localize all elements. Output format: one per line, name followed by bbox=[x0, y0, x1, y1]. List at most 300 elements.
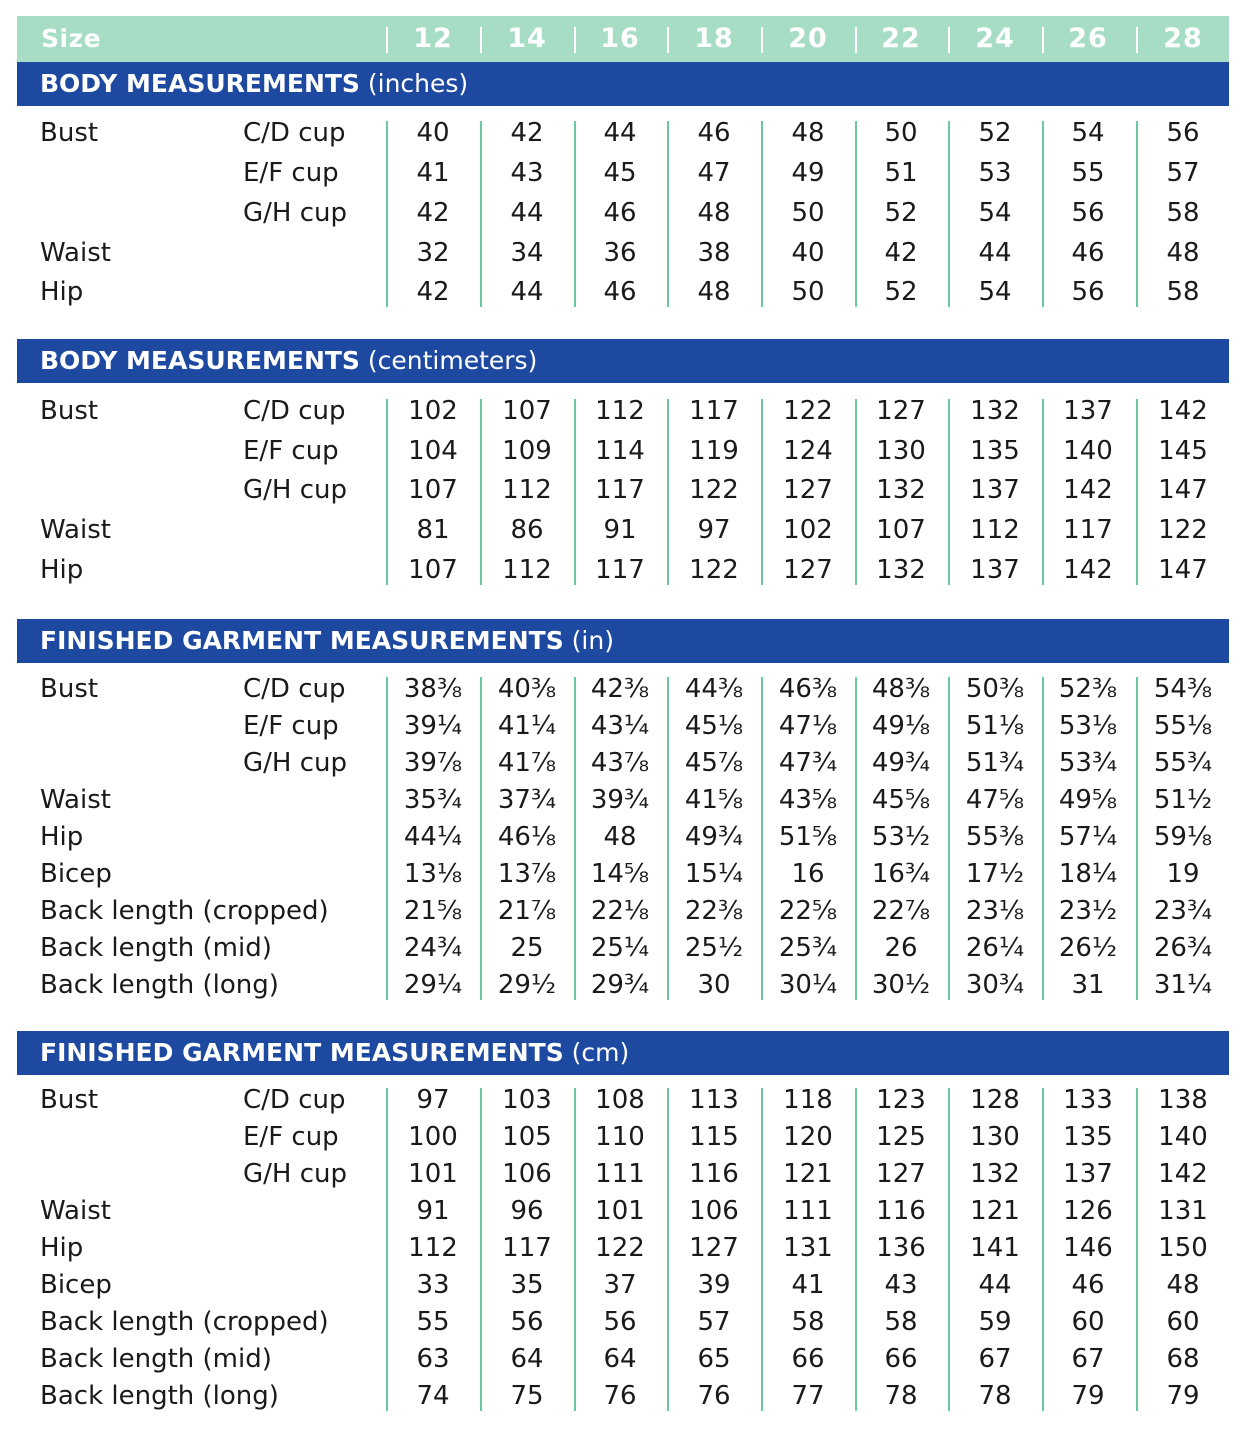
measurement-value: 105 bbox=[502, 1122, 552, 1152]
measurement-value: 50⅜ bbox=[965, 674, 1025, 704]
measurement-value: 21⅞ bbox=[497, 896, 557, 926]
measurement-value: 123 bbox=[876, 1085, 926, 1115]
measurement-value: 46 bbox=[697, 118, 731, 148]
measurement-value: 50 bbox=[791, 277, 825, 307]
measurement-value: 64 bbox=[603, 1344, 637, 1374]
measurement-value: 46 bbox=[603, 277, 637, 307]
measurement-value: 46 bbox=[603, 198, 637, 228]
measurement-value: 54 bbox=[978, 277, 1012, 307]
measurement-value: 39¼ bbox=[403, 711, 463, 741]
measurement-value: 53¾ bbox=[1058, 748, 1118, 778]
measurement-value: 146 bbox=[1063, 1233, 1113, 1263]
measurement-value: 66 bbox=[791, 1344, 825, 1374]
measurement-value: 52 bbox=[884, 198, 918, 228]
measurement-value: 56 bbox=[1166, 118, 1200, 148]
measurement-value: 112 bbox=[408, 1233, 458, 1263]
measurement-value: 51⅛ bbox=[965, 711, 1025, 741]
measurement-value: 131 bbox=[783, 1233, 833, 1263]
measurement-value: 135 bbox=[970, 436, 1020, 466]
measurement-value: 42 bbox=[510, 118, 544, 148]
section-title-main: BODY MEASUREMENTS bbox=[40, 69, 360, 98]
measurement-value: 26½ bbox=[1058, 933, 1118, 963]
section-title-main: BODY MEASUREMENTS bbox=[40, 346, 360, 375]
measurement-value: 14⅝ bbox=[590, 859, 650, 889]
section-title bbox=[40, 69, 468, 98]
measurement-value: 132 bbox=[876, 475, 926, 505]
measurement-value: 55 bbox=[1071, 158, 1105, 188]
measurement-value: 41¼ bbox=[497, 711, 557, 741]
measurement-value: 137 bbox=[970, 555, 1020, 585]
measurement-value: 48 bbox=[697, 277, 731, 307]
measurement-value: 42⅜ bbox=[590, 674, 650, 704]
measurement-value: 35¾ bbox=[403, 785, 463, 815]
measurement-value: 30 bbox=[697, 970, 731, 1000]
measurement-value: 97 bbox=[697, 515, 731, 545]
measurement-value: 58 bbox=[1166, 198, 1200, 228]
measurement-value: 147 bbox=[1158, 475, 1208, 505]
measurement-value: 49¾ bbox=[684, 822, 744, 852]
row-label: Back length (cropped) bbox=[40, 1307, 329, 1337]
measurement-value: 102 bbox=[408, 396, 458, 426]
measurement-value: 116 bbox=[876, 1196, 926, 1226]
section-title bbox=[40, 626, 614, 655]
measurement-value: 41 bbox=[416, 158, 450, 188]
measurement-value: 67 bbox=[978, 1344, 1012, 1374]
measurement-value: 60 bbox=[1166, 1307, 1200, 1337]
row-label: Bust bbox=[40, 118, 99, 148]
row-sublabel: E/F cup bbox=[243, 1122, 339, 1152]
measurement-value: 103 bbox=[502, 1085, 552, 1115]
measurement-value: 68 bbox=[1166, 1344, 1200, 1374]
measurement-value: 55⅛ bbox=[1153, 711, 1213, 741]
measurement-value: 22⅜ bbox=[684, 896, 744, 926]
measurement-value: 56 bbox=[1071, 198, 1105, 228]
measurement-value: 101 bbox=[595, 1196, 645, 1226]
measurement-value: 25¾ bbox=[778, 933, 838, 963]
measurement-value: 37¾ bbox=[497, 785, 557, 815]
measurement-value: 121 bbox=[970, 1196, 1020, 1226]
measurement-value: 64 bbox=[510, 1344, 544, 1374]
measurement-value: 124 bbox=[783, 436, 833, 466]
section-title bbox=[40, 1038, 629, 1067]
measurement-value: 48 bbox=[1166, 238, 1200, 268]
measurement-value: 45⅛ bbox=[684, 711, 744, 741]
measurement-value: 24¾ bbox=[403, 933, 463, 963]
measurement-value: 31¼ bbox=[1153, 970, 1213, 1000]
measurement-value: 127 bbox=[689, 1233, 739, 1263]
measurement-value: 48 bbox=[791, 118, 825, 148]
measurement-value: 41 bbox=[791, 1270, 825, 1300]
measurement-value: 51¾ bbox=[965, 748, 1025, 778]
measurement-value: 39 bbox=[697, 1270, 731, 1300]
size-22-header: 22 bbox=[881, 23, 921, 54]
row-sublabel: G/H cup bbox=[243, 475, 347, 505]
row-label: Waist bbox=[40, 1196, 111, 1226]
measurement-value: 43⅝ bbox=[778, 785, 838, 815]
measurement-value: 59 bbox=[978, 1307, 1012, 1337]
measurement-value: 13⅞ bbox=[497, 859, 557, 889]
measurement-value: 49⅛ bbox=[871, 711, 931, 741]
measurement-value: 39⅞ bbox=[403, 748, 463, 778]
measurement-value: 31 bbox=[1071, 970, 1105, 1000]
measurement-value: 79 bbox=[1071, 1381, 1105, 1411]
measurement-value: 48 bbox=[1166, 1270, 1200, 1300]
row-sublabel: C/D cup bbox=[243, 1085, 346, 1115]
measurement-value: 25½ bbox=[684, 933, 744, 963]
measurement-value: 112 bbox=[502, 475, 552, 505]
measurement-value: 22⅝ bbox=[778, 896, 838, 926]
row-sublabel: G/H cup bbox=[243, 748, 347, 778]
measurement-value: 118 bbox=[783, 1085, 833, 1115]
measurement-value: 122 bbox=[783, 396, 833, 426]
measurement-value: 109 bbox=[502, 436, 552, 466]
row-sublabel: E/F cup bbox=[243, 711, 339, 741]
measurement-value: 23¾ bbox=[1153, 896, 1213, 926]
measurement-value: 44 bbox=[510, 277, 544, 307]
measurement-value: 51⅝ bbox=[778, 822, 838, 852]
measurement-value: 52⅜ bbox=[1058, 674, 1118, 704]
measurement-value: 137 bbox=[970, 475, 1020, 505]
row-sublabel: G/H cup bbox=[243, 1159, 347, 1189]
measurement-value: 58 bbox=[791, 1307, 825, 1337]
measurement-value: 114 bbox=[595, 436, 645, 466]
measurement-value: 138 bbox=[1158, 1085, 1208, 1115]
measurement-value: 46 bbox=[1071, 238, 1105, 268]
measurement-value: 30¼ bbox=[778, 970, 838, 1000]
measurement-value: 26 bbox=[884, 933, 918, 963]
measurement-value: 142 bbox=[1063, 475, 1113, 505]
measurement-value: 97 bbox=[416, 1085, 450, 1115]
section-title-unit: (centimeters) bbox=[367, 346, 538, 375]
section-title-main: FINISHED GARMENT MEASUREMENTS bbox=[40, 626, 564, 655]
measurement-value: 48 bbox=[603, 822, 637, 852]
measurement-value: 38⅜ bbox=[403, 674, 463, 704]
measurement-value: 32 bbox=[416, 238, 450, 268]
measurement-value: 56 bbox=[1071, 277, 1105, 307]
size-24-header: 24 bbox=[975, 23, 1015, 54]
measurement-value: 113 bbox=[689, 1085, 739, 1115]
measurement-value: 44 bbox=[603, 118, 637, 148]
measurement-value: 13⅛ bbox=[403, 859, 463, 889]
row-label: Hip bbox=[40, 1233, 84, 1263]
measurement-value: 137 bbox=[1063, 1159, 1113, 1189]
measurement-value: 58 bbox=[1166, 277, 1200, 307]
row-sublabel: E/F cup bbox=[243, 158, 339, 188]
size-18-header: 18 bbox=[694, 23, 734, 54]
measurement-value: 125 bbox=[876, 1122, 926, 1152]
measurement-value: 48⅜ bbox=[871, 674, 931, 704]
measurement-value: 141 bbox=[970, 1233, 1020, 1263]
measurement-value: 33 bbox=[416, 1270, 450, 1300]
measurement-value: 104 bbox=[408, 436, 458, 466]
row-label: Back length (long) bbox=[40, 1381, 279, 1411]
row-label: Hip bbox=[40, 555, 84, 585]
size-12-header: 12 bbox=[413, 23, 453, 54]
measurement-value: 49 bbox=[791, 158, 825, 188]
measurement-value: 122 bbox=[689, 475, 739, 505]
measurement-value: 50 bbox=[884, 118, 918, 148]
measurement-value: 23½ bbox=[1058, 896, 1118, 926]
measurement-value: 42 bbox=[416, 198, 450, 228]
measurement-value: 65 bbox=[697, 1344, 731, 1374]
measurement-value: 137 bbox=[1063, 396, 1113, 426]
section-banner-1 bbox=[17, 62, 1229, 106]
measurement-value: 52 bbox=[978, 118, 1012, 148]
measurement-value: 25 bbox=[510, 933, 544, 963]
measurement-value: 112 bbox=[970, 515, 1020, 545]
measurement-value: 29¾ bbox=[590, 970, 650, 1000]
measurement-value: 117 bbox=[595, 475, 645, 505]
measurement-value: 75 bbox=[510, 1381, 544, 1411]
measurement-value: 42 bbox=[884, 238, 918, 268]
measurement-value: 117 bbox=[595, 555, 645, 585]
measurement-value: 37 bbox=[603, 1270, 637, 1300]
measurement-value: 29¼ bbox=[403, 970, 463, 1000]
measurement-value: 21⅝ bbox=[403, 896, 463, 926]
measurement-value: 22⅞ bbox=[871, 896, 931, 926]
measurement-value: 36 bbox=[603, 238, 637, 268]
measurement-value: 132 bbox=[970, 1159, 1020, 1189]
measurement-value: 117 bbox=[502, 1233, 552, 1263]
row-sublabel: E/F cup bbox=[243, 436, 339, 466]
measurement-value: 117 bbox=[689, 396, 739, 426]
measurement-value: 52 bbox=[884, 277, 918, 307]
row-label: Waist bbox=[40, 238, 111, 268]
measurement-value: 40 bbox=[791, 238, 825, 268]
measurement-value: 53 bbox=[978, 158, 1012, 188]
measurement-value: 54 bbox=[1071, 118, 1105, 148]
measurement-value: 56 bbox=[510, 1307, 544, 1337]
measurement-value: 108 bbox=[595, 1085, 645, 1115]
measurement-value: 34 bbox=[510, 238, 544, 268]
measurement-value: 130 bbox=[876, 436, 926, 466]
measurement-value: 49¾ bbox=[871, 748, 931, 778]
measurement-value: 76 bbox=[697, 1381, 731, 1411]
measurement-value: 47⅝ bbox=[965, 785, 1025, 815]
section-title-unit: (inches) bbox=[367, 69, 469, 98]
measurement-value: 142 bbox=[1158, 1159, 1208, 1189]
measurement-value: 130 bbox=[970, 1122, 1020, 1152]
row-label: Bust bbox=[40, 674, 99, 704]
row-label: Hip bbox=[40, 822, 84, 852]
measurement-value: 77 bbox=[791, 1381, 825, 1411]
measurement-value: 46⅛ bbox=[497, 822, 557, 852]
measurement-value: 51 bbox=[884, 158, 918, 188]
row-sublabel: C/D cup bbox=[243, 674, 346, 704]
measurement-value: 102 bbox=[783, 515, 833, 545]
measurement-value: 111 bbox=[783, 1196, 833, 1226]
measurement-value: 39¾ bbox=[590, 785, 650, 815]
measurement-value: 100 bbox=[408, 1122, 458, 1152]
measurement-value: 53⅛ bbox=[1058, 711, 1118, 741]
section-banner-2 bbox=[17, 339, 1229, 383]
measurement-value: 111 bbox=[595, 1159, 645, 1189]
measurement-value: 147 bbox=[1158, 555, 1208, 585]
size-20-header: 20 bbox=[788, 23, 828, 54]
measurement-value: 43⅞ bbox=[590, 748, 650, 778]
measurement-value: 45⅞ bbox=[684, 748, 744, 778]
measurement-value: 44 bbox=[510, 198, 544, 228]
section-title bbox=[40, 346, 537, 375]
measurement-value: 45 bbox=[603, 158, 637, 188]
measurement-value: 47 bbox=[697, 158, 731, 188]
measurement-value: 150 bbox=[1158, 1233, 1208, 1263]
row-sublabel: G/H cup bbox=[243, 198, 347, 228]
measurement-value: 66 bbox=[884, 1344, 918, 1374]
row-label: Bust bbox=[40, 1085, 99, 1115]
measurement-value: 44 bbox=[978, 1270, 1012, 1300]
measurement-value: 122 bbox=[1158, 515, 1208, 545]
measurement-value: 47¾ bbox=[778, 748, 838, 778]
measurement-value: 18¼ bbox=[1058, 859, 1118, 889]
measurement-value: 110 bbox=[595, 1122, 645, 1152]
measurement-value: 43¼ bbox=[590, 711, 650, 741]
measurement-value: 78 bbox=[978, 1381, 1012, 1411]
measurement-value: 76 bbox=[603, 1381, 637, 1411]
measurement-value: 78 bbox=[884, 1381, 918, 1411]
measurement-value: 35 bbox=[510, 1270, 544, 1300]
measurement-value: 132 bbox=[876, 555, 926, 585]
measurement-value: 57 bbox=[697, 1307, 731, 1337]
row-label: Bust bbox=[40, 396, 99, 426]
measurement-value: 126 bbox=[1063, 1196, 1113, 1226]
measurement-value: 55⅜ bbox=[965, 822, 1025, 852]
measurement-value: 127 bbox=[876, 396, 926, 426]
measurement-value: 46⅜ bbox=[778, 674, 838, 704]
size-28-header: 28 bbox=[1163, 23, 1203, 54]
measurement-value: 57¼ bbox=[1058, 822, 1118, 852]
measurement-value: 115 bbox=[689, 1122, 739, 1152]
measurement-value: 122 bbox=[595, 1233, 645, 1263]
row-sublabel: C/D cup bbox=[243, 118, 346, 148]
measurement-value: 46 bbox=[1071, 1270, 1105, 1300]
measurement-value: 96 bbox=[510, 1196, 544, 1226]
size-header-bar bbox=[17, 16, 1229, 62]
measurement-value: 67 bbox=[1071, 1344, 1105, 1374]
size-16-header: 16 bbox=[600, 23, 640, 54]
measurement-value: 74 bbox=[416, 1381, 450, 1411]
measurement-value: 135 bbox=[1063, 1122, 1113, 1152]
measurement-value: 55¾ bbox=[1153, 748, 1213, 778]
measurement-value: 51½ bbox=[1153, 785, 1213, 815]
measurement-value: 140 bbox=[1158, 1122, 1208, 1152]
section-title-unit: (in) bbox=[571, 626, 614, 655]
measurement-value: 48 bbox=[697, 198, 731, 228]
measurement-value: 112 bbox=[502, 555, 552, 585]
size-header-label: Size bbox=[41, 24, 102, 53]
measurement-value: 79 bbox=[1166, 1381, 1200, 1411]
measurement-value: 54 bbox=[978, 198, 1012, 228]
measurement-value: 107 bbox=[502, 396, 552, 426]
measurement-value: 145 bbox=[1158, 436, 1208, 466]
measurement-value: 23⅛ bbox=[965, 896, 1025, 926]
measurement-value: 136 bbox=[876, 1233, 926, 1263]
row-label: Hip bbox=[40, 277, 84, 307]
measurement-value: 50 bbox=[791, 198, 825, 228]
section-title-main: FINISHED GARMENT MEASUREMENTS bbox=[40, 1038, 564, 1067]
measurement-value: 128 bbox=[970, 1085, 1020, 1115]
row-sublabel: C/D cup bbox=[243, 396, 346, 426]
measurement-value: 127 bbox=[783, 475, 833, 505]
measurement-value: 30½ bbox=[871, 970, 931, 1000]
row-label: Back length (cropped) bbox=[40, 896, 329, 926]
measurement-value: 26¾ bbox=[1153, 933, 1213, 963]
measurement-value: 40⅜ bbox=[497, 674, 557, 704]
measurement-value: 56 bbox=[603, 1307, 637, 1337]
measurement-value: 26¼ bbox=[965, 933, 1025, 963]
measurement-value: 106 bbox=[502, 1159, 552, 1189]
measurement-value: 49⅝ bbox=[1058, 785, 1118, 815]
measurement-value: 43 bbox=[510, 158, 544, 188]
measurement-value: 45⅝ bbox=[871, 785, 931, 815]
measurement-value: 60 bbox=[1071, 1307, 1105, 1337]
measurement-value: 30¾ bbox=[965, 970, 1025, 1000]
measurement-value: 63 bbox=[416, 1344, 450, 1374]
measurement-value: 17½ bbox=[965, 859, 1025, 889]
measurement-value: 133 bbox=[1063, 1085, 1113, 1115]
measurement-value: 127 bbox=[783, 555, 833, 585]
measurement-value: 19 bbox=[1166, 859, 1200, 889]
measurement-value: 86 bbox=[510, 515, 544, 545]
measurement-value: 41⅞ bbox=[497, 748, 557, 778]
measurement-value: 116 bbox=[689, 1159, 739, 1189]
measurement-value: 41⅝ bbox=[684, 785, 744, 815]
measurement-value: 122 bbox=[689, 555, 739, 585]
measurement-value: 22⅛ bbox=[590, 896, 650, 926]
measurement-value: 29½ bbox=[497, 970, 557, 1000]
size-26-header: 26 bbox=[1068, 23, 1108, 54]
row-label: Back length (mid) bbox=[40, 1344, 272, 1374]
measurement-value: 117 bbox=[1063, 515, 1113, 545]
measurement-value: 16¾ bbox=[871, 859, 931, 889]
measurement-value: 91 bbox=[603, 515, 637, 545]
measurement-value: 55 bbox=[416, 1307, 450, 1337]
row-label: Waist bbox=[40, 785, 111, 815]
row-label: Bicep bbox=[40, 1270, 112, 1300]
measurement-value: 43 bbox=[884, 1270, 918, 1300]
measurement-value: 91 bbox=[416, 1196, 450, 1226]
measurement-value: 107 bbox=[408, 475, 458, 505]
measurement-value: 58 bbox=[884, 1307, 918, 1337]
row-label: Back length (long) bbox=[40, 970, 279, 1000]
measurement-value: 81 bbox=[416, 515, 450, 545]
measurement-value: 59⅛ bbox=[1153, 822, 1213, 852]
row-label: Back length (mid) bbox=[40, 933, 272, 963]
size-14-header: 14 bbox=[507, 23, 547, 54]
measurement-value: 142 bbox=[1063, 555, 1113, 585]
row-label: Bicep bbox=[40, 859, 112, 889]
measurement-value: 57 bbox=[1166, 158, 1200, 188]
measurement-value: 107 bbox=[408, 555, 458, 585]
measurement-value: 112 bbox=[595, 396, 645, 426]
measurement-value: 121 bbox=[783, 1159, 833, 1189]
measurement-value: 101 bbox=[408, 1159, 458, 1189]
measurement-value: 119 bbox=[689, 436, 739, 466]
measurement-value: 16 bbox=[791, 859, 825, 889]
measurement-value: 107 bbox=[876, 515, 926, 545]
measurement-value: 140 bbox=[1063, 436, 1113, 466]
measurement-value: 131 bbox=[1158, 1196, 1208, 1226]
measurement-value: 25¼ bbox=[590, 933, 650, 963]
measurement-value: 142 bbox=[1158, 396, 1208, 426]
section-title-unit: (cm) bbox=[571, 1038, 630, 1067]
section-banner-3 bbox=[17, 619, 1229, 663]
measurement-value: 15¼ bbox=[684, 859, 744, 889]
measurement-value: 44¼ bbox=[403, 822, 463, 852]
measurement-value: 53½ bbox=[871, 822, 931, 852]
measurement-value: 44⅜ bbox=[684, 674, 744, 704]
measurement-value: 42 bbox=[416, 277, 450, 307]
